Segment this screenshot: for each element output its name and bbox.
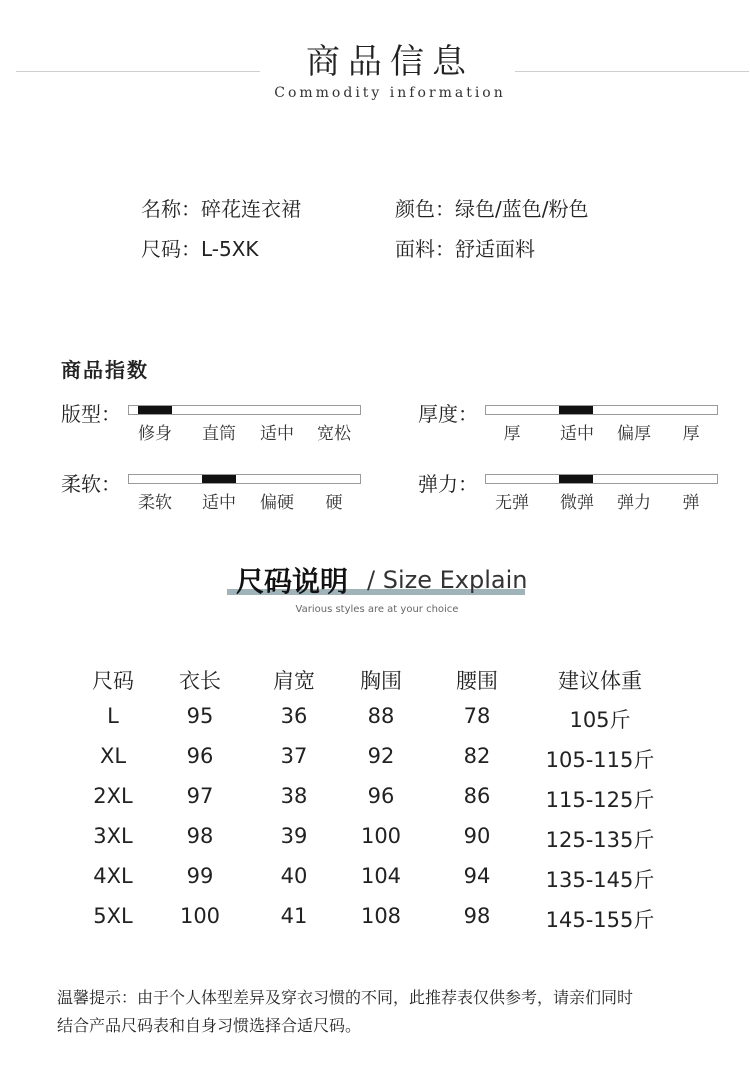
table-cell: XL xyxy=(99,744,127,768)
index-tick: 适中 xyxy=(202,493,236,513)
index-tick: 柔软 xyxy=(138,493,172,513)
table-cell: 92 xyxy=(367,744,395,768)
table-cell: 125-135斤 xyxy=(545,828,655,852)
product-fabric: 面料：舒适面料 xyxy=(395,237,535,261)
table-cell: 100 xyxy=(360,824,402,848)
index-tick: 无弹 xyxy=(495,493,529,513)
table-cell: 99 xyxy=(186,864,214,888)
index-bar xyxy=(485,405,718,415)
table-cell: 78 xyxy=(463,704,491,728)
table-cell: 96 xyxy=(186,744,214,768)
index-marker xyxy=(559,475,593,483)
table-cell: 90 xyxy=(463,824,491,848)
index-tick: 直筒 xyxy=(202,424,236,444)
table-cell: 4XL xyxy=(93,864,133,888)
table-cell: 96 xyxy=(367,784,395,808)
size-notice xyxy=(57,984,707,1040)
table-cell: 115-125斤 xyxy=(545,788,655,812)
table-cell: 86 xyxy=(463,784,491,808)
index-tick: 微弹 xyxy=(560,493,594,513)
index-tick: 适中 xyxy=(560,424,594,444)
table-cell: 97 xyxy=(186,784,214,808)
index-tick: 宽松 xyxy=(317,424,351,444)
index-tick: 弹 xyxy=(682,493,700,513)
table-cell: 37 xyxy=(280,744,308,768)
index-tick: 适中 xyxy=(260,424,294,444)
table-cell: 145-155斤 xyxy=(545,908,655,932)
table-cell: 82 xyxy=(463,744,491,768)
table-cell: 98 xyxy=(463,904,491,928)
table-cell: 2XL xyxy=(93,784,133,808)
table-cell: 88 xyxy=(367,704,395,728)
table-cell: 3XL xyxy=(93,824,133,848)
index-tick: 偏厚 xyxy=(617,424,651,444)
table-cell: 38 xyxy=(280,784,308,808)
index-label: 版型： xyxy=(61,402,121,426)
product-size: 尺码：L-5XK xyxy=(141,237,259,261)
table-cell: 5XL xyxy=(93,904,133,928)
product-color: 颜色：绿色/蓝色/粉色 xyxy=(395,197,589,221)
column-header: 肩宽 xyxy=(273,669,315,693)
column-header: 尺码 xyxy=(92,669,134,693)
table-cell: 105斤 xyxy=(569,708,631,732)
product-name: 名称：碎花连衣裙 xyxy=(141,197,301,221)
notice-line-2: 结合产品尺码表和自身习惯选择合适尺码。 xyxy=(57,1016,362,1035)
table-cell: 100 xyxy=(179,904,221,928)
index-tick: 厚 xyxy=(682,424,700,444)
index-marker xyxy=(202,475,236,483)
index-heading: 商品指数 xyxy=(61,358,149,382)
size-section-title-en: / Size Explain xyxy=(367,566,528,594)
table-cell: 36 xyxy=(280,704,308,728)
index-bar xyxy=(128,474,361,484)
table-cell: 108 xyxy=(360,904,402,928)
size-section-subtitle: Various styles are at your choice xyxy=(295,604,459,615)
table-cell: L xyxy=(107,704,119,728)
table-cell: 105-115斤 xyxy=(545,748,655,772)
index-tick: 厚 xyxy=(503,424,521,444)
index-bar xyxy=(485,474,718,484)
column-header: 建议体重 xyxy=(558,669,642,693)
index-bar xyxy=(128,405,361,415)
table-cell: 98 xyxy=(186,824,214,848)
index-label: 弹力： xyxy=(418,472,478,496)
index-tick: 修身 xyxy=(138,424,172,444)
table-cell: 135-145斤 xyxy=(545,868,655,892)
table-cell: 104 xyxy=(360,864,402,888)
column-header: 腰围 xyxy=(456,669,498,693)
table-cell: 40 xyxy=(280,864,308,888)
size-section-title: 尺码说明 xyxy=(236,565,349,598)
table-cell: 41 xyxy=(280,904,308,928)
index-tick: 偏硬 xyxy=(260,493,294,513)
column-header: 胸围 xyxy=(360,669,402,693)
page-subtitle: Commodity information xyxy=(274,85,506,101)
index-label: 柔软： xyxy=(61,472,121,496)
index-label: 厚度： xyxy=(418,402,478,426)
index-marker xyxy=(138,406,172,414)
index-tick: 弹力 xyxy=(617,493,651,513)
column-header: 衣长 xyxy=(179,669,221,693)
table-cell: 95 xyxy=(186,704,214,728)
index-tick: 硬 xyxy=(325,493,343,513)
page-title: 商品信息 xyxy=(306,42,474,82)
notice-line-1: 温馨提示：由于个人体型差异及穿衣习惯的不同，此推荐表仅供参考，请亲们同时 xyxy=(57,988,634,1007)
index-marker xyxy=(559,406,593,414)
table-cell: 39 xyxy=(280,824,308,848)
table-cell: 94 xyxy=(463,864,491,888)
